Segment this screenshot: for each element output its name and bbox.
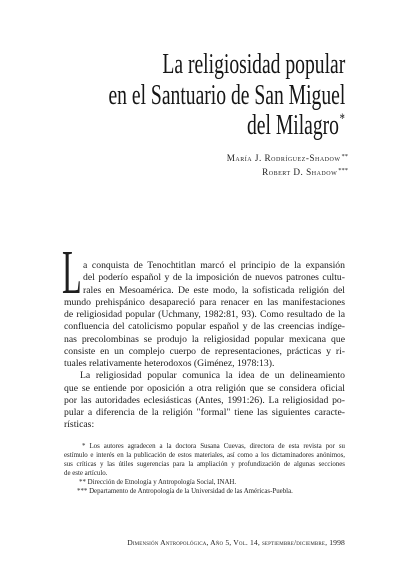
author-line [227, 152, 348, 166]
body-line: tuales relativamente heterodoxos (Giménez, 1978:13). [64, 358, 275, 369]
footnote-text: Departamento de Antropología de la Universidad de las Américas-Puebla. [89, 488, 293, 495]
footnote [64, 487, 345, 496]
footnote [64, 478, 345, 487]
footnote [64, 442, 345, 478]
title-text: La religiosidad popular [162, 49, 345, 80]
article-body [64, 260, 345, 432]
body-line: rales en Mesoamérica. De este modo, la sofisticada religión del [83, 284, 345, 296]
article-title-line [108, 81, 345, 111]
body-line: La religiosidad popular comunica la idea de un delineamiento [80, 370, 345, 382]
footnote-line [64, 442, 345, 451]
author-footnote-mark: ** [341, 153, 348, 160]
footnote-text: Dirección de Etnología y Antropología Social, INAH. [87, 479, 237, 486]
body-line: consiste en un complejo cuerpo de representaciones, prácticas y ri- [64, 345, 345, 357]
drop-cap: L [62, 239, 82, 307]
author-line [262, 166, 348, 180]
body-line: que se entiende por oposición a otra religión que se considera oficial [64, 382, 345, 394]
paragraph [64, 260, 345, 370]
paragraph [64, 370, 345, 431]
body-line: confluencia del catolicismo popular español y de las creencias indíge- [64, 321, 345, 333]
footnote-line: de este artículo. [64, 470, 108, 477]
body-line: mundo prehispánico desapareció para renacer en las manifestaciones [64, 296, 345, 308]
footnote-marker: ** [79, 479, 86, 486]
footnote-marker: * [82, 443, 86, 450]
author-footnote-mark: *** [338, 167, 348, 174]
body-line: de religiosidad popular (Uchmany, 1982:81, 93). Como resultado de la [64, 309, 345, 320]
footnotes [64, 442, 345, 496]
footnote-line [64, 487, 345, 496]
title-text: del Milagro [247, 110, 340, 141]
author-name: María J. Rodríguez-Shadow [226, 153, 341, 163]
author-name: Robert D. Shadow [262, 167, 338, 177]
footnote-line: estímulo e interés en la publicación de estos materiales, así como a los dictaminadores anónimos, [64, 452, 345, 459]
footnote-line [64, 478, 345, 487]
journal-citation-footer: Dimensión Antropológica, Año 5, Vol. 14, septiembre/diciembre, 1998 [127, 538, 345, 547]
footnote-line: sus críticas y las útiles sugerencias para la ampliación y profundización de algunas secciones [64, 461, 345, 468]
body-line: por las autoridades eclesiásticas (Antes, 1991:26). La religiosidad po- [64, 394, 345, 406]
body-line: rísticas: [64, 419, 95, 431]
footnote-marker: *** [77, 488, 88, 495]
footnote-text: Los autores agradecen a la doctora Susana Cuevas, directora de esta revista por su [89, 443, 345, 450]
body-line: pular a diferencia de la religión "formal" tiene las siguientes caracte- [64, 407, 345, 418]
article-title-line [162, 50, 345, 80]
article-title-line [247, 111, 345, 145]
body-line: a conquista de Tenochtitlan marcó el principio de la expansión [83, 260, 345, 271]
title-footnote-mark: * [339, 111, 345, 127]
title-text: en el Santuario de San Miguel [108, 80, 345, 111]
body-line: nas precolombinas se produjo la religiosidad popular mexicana que [64, 333, 345, 345]
body-line: del poderío español y de la imposición de nuevos patrones cultu- [83, 272, 345, 284]
